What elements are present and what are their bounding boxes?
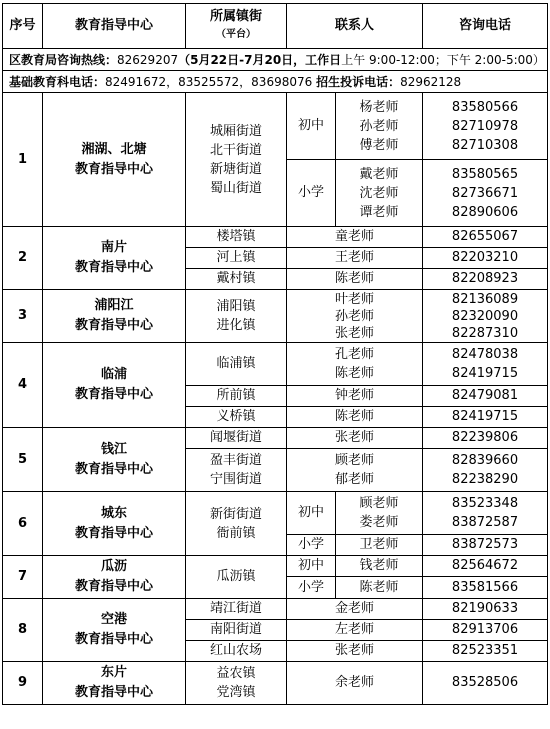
school-level-label: 初中 — [287, 556, 336, 577]
street-cell: 楼塔镇 — [186, 227, 287, 248]
row-index: 5 — [3, 428, 43, 492]
row-index: 6 — [3, 492, 43, 556]
school-level-label: 小学 — [287, 577, 336, 599]
street-list: 盈丰街道 宁围街道 — [186, 449, 287, 492]
street-list: 浦阳镇 进化镇 — [186, 290, 287, 343]
street-cell: 临浦镇 — [186, 343, 287, 386]
contact-cell: 陈老师 — [336, 577, 423, 599]
street-cell: 瓜沥镇 — [186, 556, 287, 599]
education-center-contact-table — [2, 3, 548, 705]
contact-cell: 王老师 — [287, 248, 423, 269]
table-row-1 — [3, 93, 548, 160]
phone-cell: 83872573 — [423, 535, 548, 556]
center-name: 南片 教育指导中心 — [43, 227, 186, 290]
phone-cell: 82203210 — [423, 248, 548, 269]
contact-list: 孔老师 陈老师 — [287, 343, 423, 386]
hotline-cell: 区教育局咨询热线：82629207（5月22日-7月20日，工作日上午 9:00-12:00；下午 2:00-5:00） — [3, 49, 548, 71]
phone-cell: 82208923 — [423, 269, 548, 290]
center-name: 城东 教育指导中心 — [43, 492, 186, 556]
phone-cell: 83528506 — [423, 662, 548, 705]
table-row-5 — [3, 428, 548, 449]
contact-cell: 左老师 — [287, 620, 423, 641]
basic-edu-row — [3, 71, 548, 93]
phone-list: 83580565 82736671 82890606 — [423, 160, 548, 227]
contact-list: 顾老师 娄老师 — [336, 492, 423, 535]
header-contact: 联系人 — [287, 4, 423, 49]
header-phone: 咨询电话 — [423, 4, 548, 49]
school-level-label: 小学 — [287, 160, 336, 227]
center-name: 浦阳江 教育指导中心 — [43, 290, 186, 343]
row-index: 2 — [3, 227, 43, 290]
phone-list: 82478038 82419715 — [423, 343, 548, 386]
row-index: 4 — [3, 343, 43, 428]
table-row-7 — [3, 556, 548, 577]
street-cell: 义桥镇 — [186, 407, 287, 428]
center-name: 钱江 教育指导中心 — [43, 428, 186, 492]
phone-cell: 82913706 — [423, 620, 548, 641]
street-cell: 戴村镇 — [186, 269, 287, 290]
contact-cell: 张老师 — [287, 641, 423, 662]
center-name: 东片 教育指导中心 — [43, 662, 186, 705]
street-list: 城厢街道 北干街道 新塘街道 蜀山街道 — [186, 93, 287, 227]
center-name: 湘湖、北塘 教育指导中心 — [43, 93, 186, 227]
basic-edu-cell: 基础教育科电话：82491672，83525572，83698076 招生投诉电话：82962128 — [3, 71, 548, 93]
row-index: 8 — [3, 599, 43, 662]
header-index: 序号 — [3, 4, 43, 49]
contact-list: 叶老师 孙老师 张老师 — [287, 290, 423, 343]
phone-list: 82839660 82238290 — [423, 449, 548, 492]
phone-list: 82136089 82320090 82287310 — [423, 290, 548, 343]
contact-cell: 余老师 — [287, 662, 423, 705]
contact-list: 杨老师 孙老师 傅老师 — [336, 93, 423, 160]
contact-cell: 卫老师 — [336, 535, 423, 556]
street-cell: 河上镇 — [186, 248, 287, 269]
contact-list: 戴老师 沈老师 谭老师 — [336, 160, 423, 227]
phone-cell: 83581566 — [423, 577, 548, 599]
phone-cell: 82523351 — [423, 641, 548, 662]
table-row-2 — [3, 227, 548, 248]
center-name: 瓜沥 教育指导中心 — [43, 556, 186, 599]
phone-cell: 82479081 — [423, 386, 548, 407]
hotline-row — [3, 49, 548, 71]
table-header-row — [3, 4, 548, 49]
header-center: 教育指导中心 — [43, 4, 186, 49]
table-row-4 — [3, 343, 548, 386]
phone-cell: 82190633 — [423, 599, 548, 620]
center-name: 空港 教育指导中心 — [43, 599, 186, 662]
row-index: 9 — [3, 662, 43, 705]
street-cell: 所前镇 — [186, 386, 287, 407]
contact-cell: 钟老师 — [287, 386, 423, 407]
contact-cell: 童老师 — [287, 227, 423, 248]
contact-cell: 陈老师 — [287, 407, 423, 428]
contact-cell: 陈老师 — [287, 269, 423, 290]
phone-cell: 82419715 — [423, 407, 548, 428]
table-row-3 — [3, 290, 548, 343]
street-list: 新街街道 衙前镇 — [186, 492, 287, 556]
street-cell: 红山农场 — [186, 641, 287, 662]
school-level-label: 初中 — [287, 492, 336, 535]
phone-list: 83580566 82710978 82710308 — [423, 93, 548, 160]
contact-list: 顾老师 郁老师 — [287, 449, 423, 492]
phone-list: 83523348 83872587 — [423, 492, 548, 535]
row-index: 3 — [3, 290, 43, 343]
table-row-6 — [3, 492, 548, 535]
street-list: 益农镇 党湾镇 — [186, 662, 287, 705]
phone-cell: 82655067 — [423, 227, 548, 248]
header-street: 所属镇街 （平台） — [186, 4, 287, 49]
phone-cell: 82239806 — [423, 428, 548, 449]
contact-cell: 金老师 — [287, 599, 423, 620]
phone-cell: 82564672 — [423, 556, 548, 577]
table-row-8 — [3, 599, 548, 620]
school-level-label: 初中 — [287, 93, 336, 160]
center-name: 临浦 教育指导中心 — [43, 343, 186, 428]
school-level-label: 小学 — [287, 535, 336, 556]
street-cell: 靖江街道 — [186, 599, 287, 620]
street-cell: 闻堰街道 — [186, 428, 287, 449]
contact-cell: 张老师 — [287, 428, 423, 449]
row-index: 7 — [3, 556, 43, 599]
table-row-9 — [3, 662, 548, 705]
street-cell: 南阳街道 — [186, 620, 287, 641]
contact-cell: 钱老师 — [336, 556, 423, 577]
row-index: 1 — [3, 93, 43, 227]
